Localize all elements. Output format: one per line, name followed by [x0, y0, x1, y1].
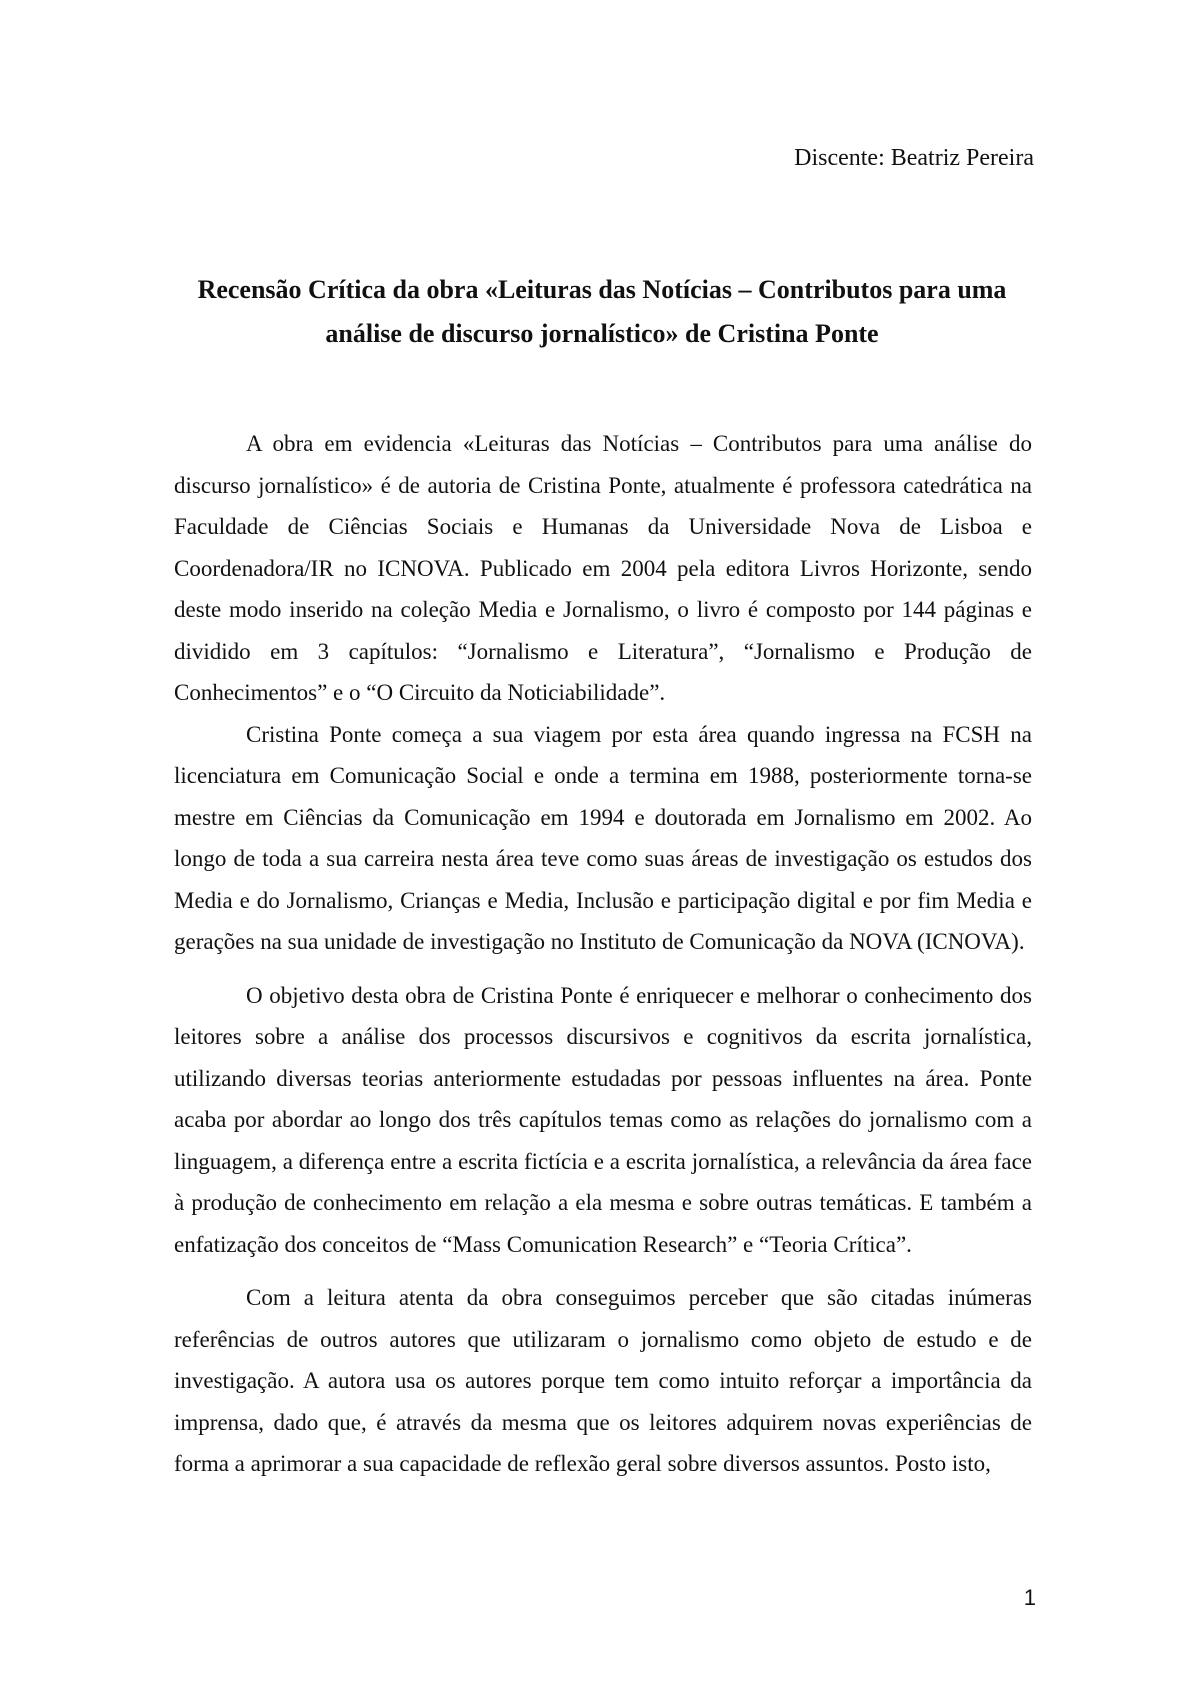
page-number: 1: [1023, 1585, 1036, 1610]
paragraph: Cristina Ponte começa a sua viagem por esta área quando ingressa na FCSH na licenciatura em Comunicação Social e onde a termina em 1988, posteriormente torna-se mestre em Ciências da Comunicação em 1994 e doutorada em Jornalismo em 2002. Ao longo de toda a sua carreira nesta área teve como suas áreas de investigação os estudos dos Media e do Jornalismo, Crianças e Media, Inclusão e participação digital e por fim Media e gerações na sua unidade de investigação no Instituto de Comunicação da NOVA (ICNOVA).: [174, 721, 1032, 954]
document-title: Recensão Crítica da obra «Leituras das Notícias – Contributos para uma análise de discurso jornalístico» de Cristina Ponte: [197, 275, 1007, 348]
document-body: [174, 423, 1032, 1485]
paragraph: Com a leitura atenta da obra conseguimos perceber que são citadas inúmeras referências de outros autores que utilizaram o jornalismo como objeto de estudo e de investigação. A autora usa os autores porque tem como intuito reforçar a importância da imprensa, dado que, é através da mesma que os leitores adquirem novas experiências de forma a aprimorar a sua capacidade de reflexão geral sobre diversos assuntos. Posto isto,: [174, 1285, 1032, 1476]
author-line: Discente: Beatriz Pereira: [794, 145, 1034, 171]
paragraph: A obra em evidencia «Leituras das Notícias – Contributos para uma análise do discurso jornalístico» é de autoria de Cristina Ponte, atualmente é professora catedrática na Faculdade de Ciências Sociais e Humanas da Universidade Nova de Lisboa e Coordenadora/IR no ICNOVA. Publicado em 2004 pela editora Livros Horizonte, sendo deste modo inserido na coleção Media e Jornalismo, o livro é composto por 144 páginas e dividido em 3 capítulos: “Jornalismo e Literatura”, “Jornalismo e Produção de Conhecimentos” e o “O Circuito da Noticiabilidade”.: [174, 431, 1032, 705]
paragraph: O objetivo desta obra de Cristina Ponte é enriquecer e melhorar o conhecimento dos leitores sobre a análise dos processos discursivos e cognitivos da escrita jornalística, utilizando diversas teorias anteriormente estudadas por pessoas influentes na área. Ponte acaba por abordar ao longo dos três capítulos temas como as relações do jornalismo com a linguagem, a diferença entre a escrita fictícia e a escrita jornalística, a relevância da área face à produção de conhecimento em relação a ela mesma e sobre outras temáticas. E também a enfatização dos conceitos de “Mass Comunication Research” e “Teoria Crítica”.: [174, 982, 1032, 1257]
